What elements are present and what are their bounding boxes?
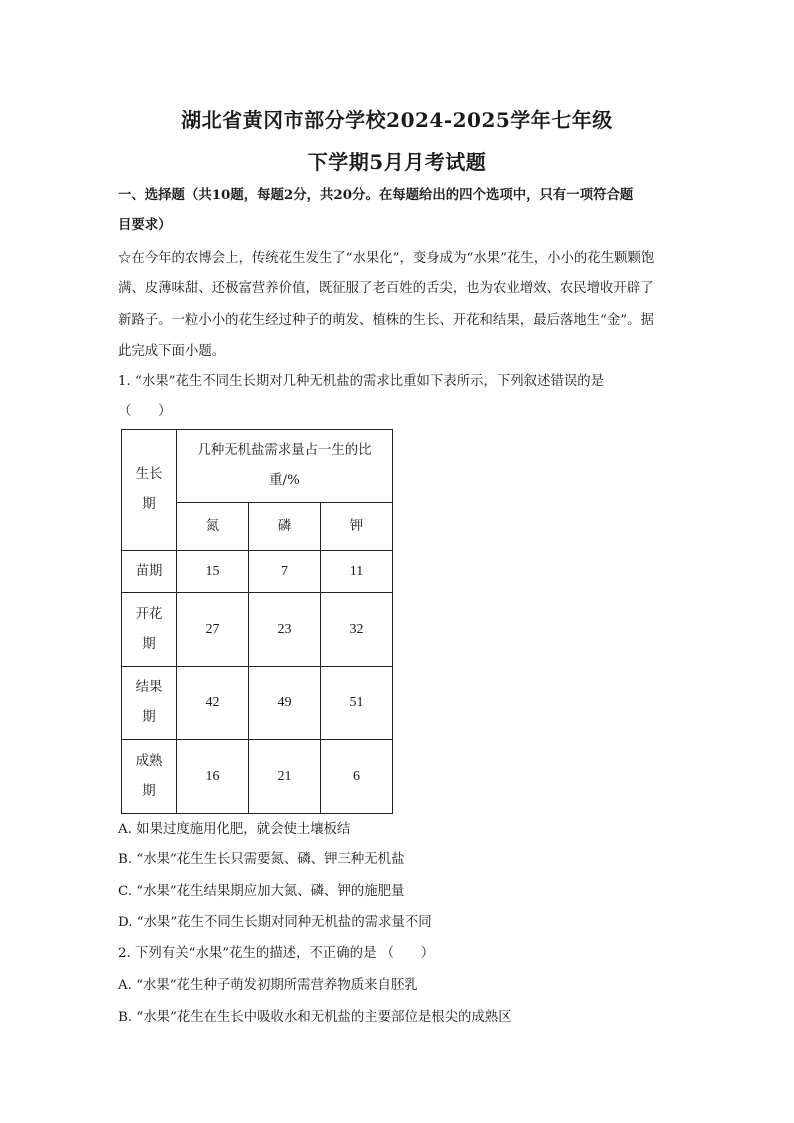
table-cell: 32 bbox=[321, 593, 393, 667]
table-row bbox=[122, 593, 393, 667]
table-cell: 49 bbox=[249, 667, 321, 740]
table-cell: 7 bbox=[249, 551, 321, 593]
question-1-option-d: D. “水果”花生不同生长期对同种无机盐的需求量不同 bbox=[118, 915, 432, 930]
intro-line: 满、皮薄味甜、还极富营养价值，既征服了老百姓的舌尖，也为农业增效、农民增收开辟了 bbox=[118, 281, 654, 296]
table-cell: 6 bbox=[321, 740, 393, 814]
mineral-requirement-table bbox=[121, 429, 393, 814]
table-header-phosphorus: 磷 bbox=[249, 503, 321, 551]
table-cell-stage: 结果期 bbox=[122, 667, 177, 740]
exam-title-line2: 下学期5月月考试题 bbox=[307, 150, 487, 174]
question-1-option-c: C. “水果”花生结果期应加大氮、磷、钾的施肥量 bbox=[118, 884, 405, 899]
table-header-potassium: 钾 bbox=[321, 503, 393, 551]
table-cell: 42 bbox=[177, 667, 249, 740]
section-heading-line1: 一、选择题（共10题，每题2分，共20分。在每题给出的四个选项中，只有一项符合题 bbox=[118, 187, 634, 203]
question-1-option-a: A. 如果过度施用化肥，就会使土壤板结 bbox=[118, 822, 351, 837]
table-cell-stage: 苗期 bbox=[122, 551, 177, 593]
question-1-stem: 1. “水果”花生不同生长期对几种无机盐的需求比重如下表所示，下列叙述错误的是 bbox=[118, 374, 605, 389]
table-header-group: 几种无机盐需求量占一生的比重/% bbox=[177, 430, 393, 503]
table-row bbox=[122, 740, 393, 814]
table-cell: 16 bbox=[177, 740, 249, 814]
intro-line: 新路子。一粒小小的花生经过种子的萌发、植株的生长、开花和结果，最后落地生“金”。据 bbox=[118, 313, 654, 328]
table-row bbox=[122, 551, 393, 593]
table-header-nitrogen: 氮 bbox=[177, 503, 249, 551]
exam-title-line1: 湖北省黄冈市部分学校2024-2025学年七年级 bbox=[181, 108, 613, 132]
question-1-answer-paren: （ ） bbox=[118, 404, 172, 419]
table-row bbox=[122, 667, 393, 740]
intro-line: ☆在今年的农博会上，传统花生发生了“水果化”，变身成为“水果”花生，小小的花生颗颗饱 bbox=[118, 251, 655, 266]
table-cell: 51 bbox=[321, 667, 393, 740]
question-2-option-a: A. “水果”花生种子萌发初期所需营养物质来自胚乳 bbox=[118, 978, 418, 993]
table-header-stage: 生长期 bbox=[122, 430, 177, 551]
table-cell: 21 bbox=[249, 740, 321, 814]
question-2-option-b: B. “水果”花生在生长中吸收水和无机盐的主要部位是根尖的成熟区 bbox=[118, 1010, 512, 1025]
table-cell-stage: 成熟期 bbox=[122, 740, 177, 814]
question-2-stem: 2. 下列有关“水果”花生的描述，不正确的是 （ ） bbox=[118, 946, 435, 961]
table-cell-stage: 开花期 bbox=[122, 593, 177, 667]
section-heading-line2: 目要求） bbox=[118, 217, 172, 233]
table-cell: 11 bbox=[321, 551, 393, 593]
table-cell: 23 bbox=[249, 593, 321, 667]
table-cell: 27 bbox=[177, 593, 249, 667]
question-1-option-b: B. “水果”花生生长只需要氮、磷、钾三种无机盐 bbox=[118, 852, 405, 867]
intro-line: 此完成下面小题。 bbox=[118, 344, 226, 359]
table-cell: 15 bbox=[177, 551, 249, 593]
